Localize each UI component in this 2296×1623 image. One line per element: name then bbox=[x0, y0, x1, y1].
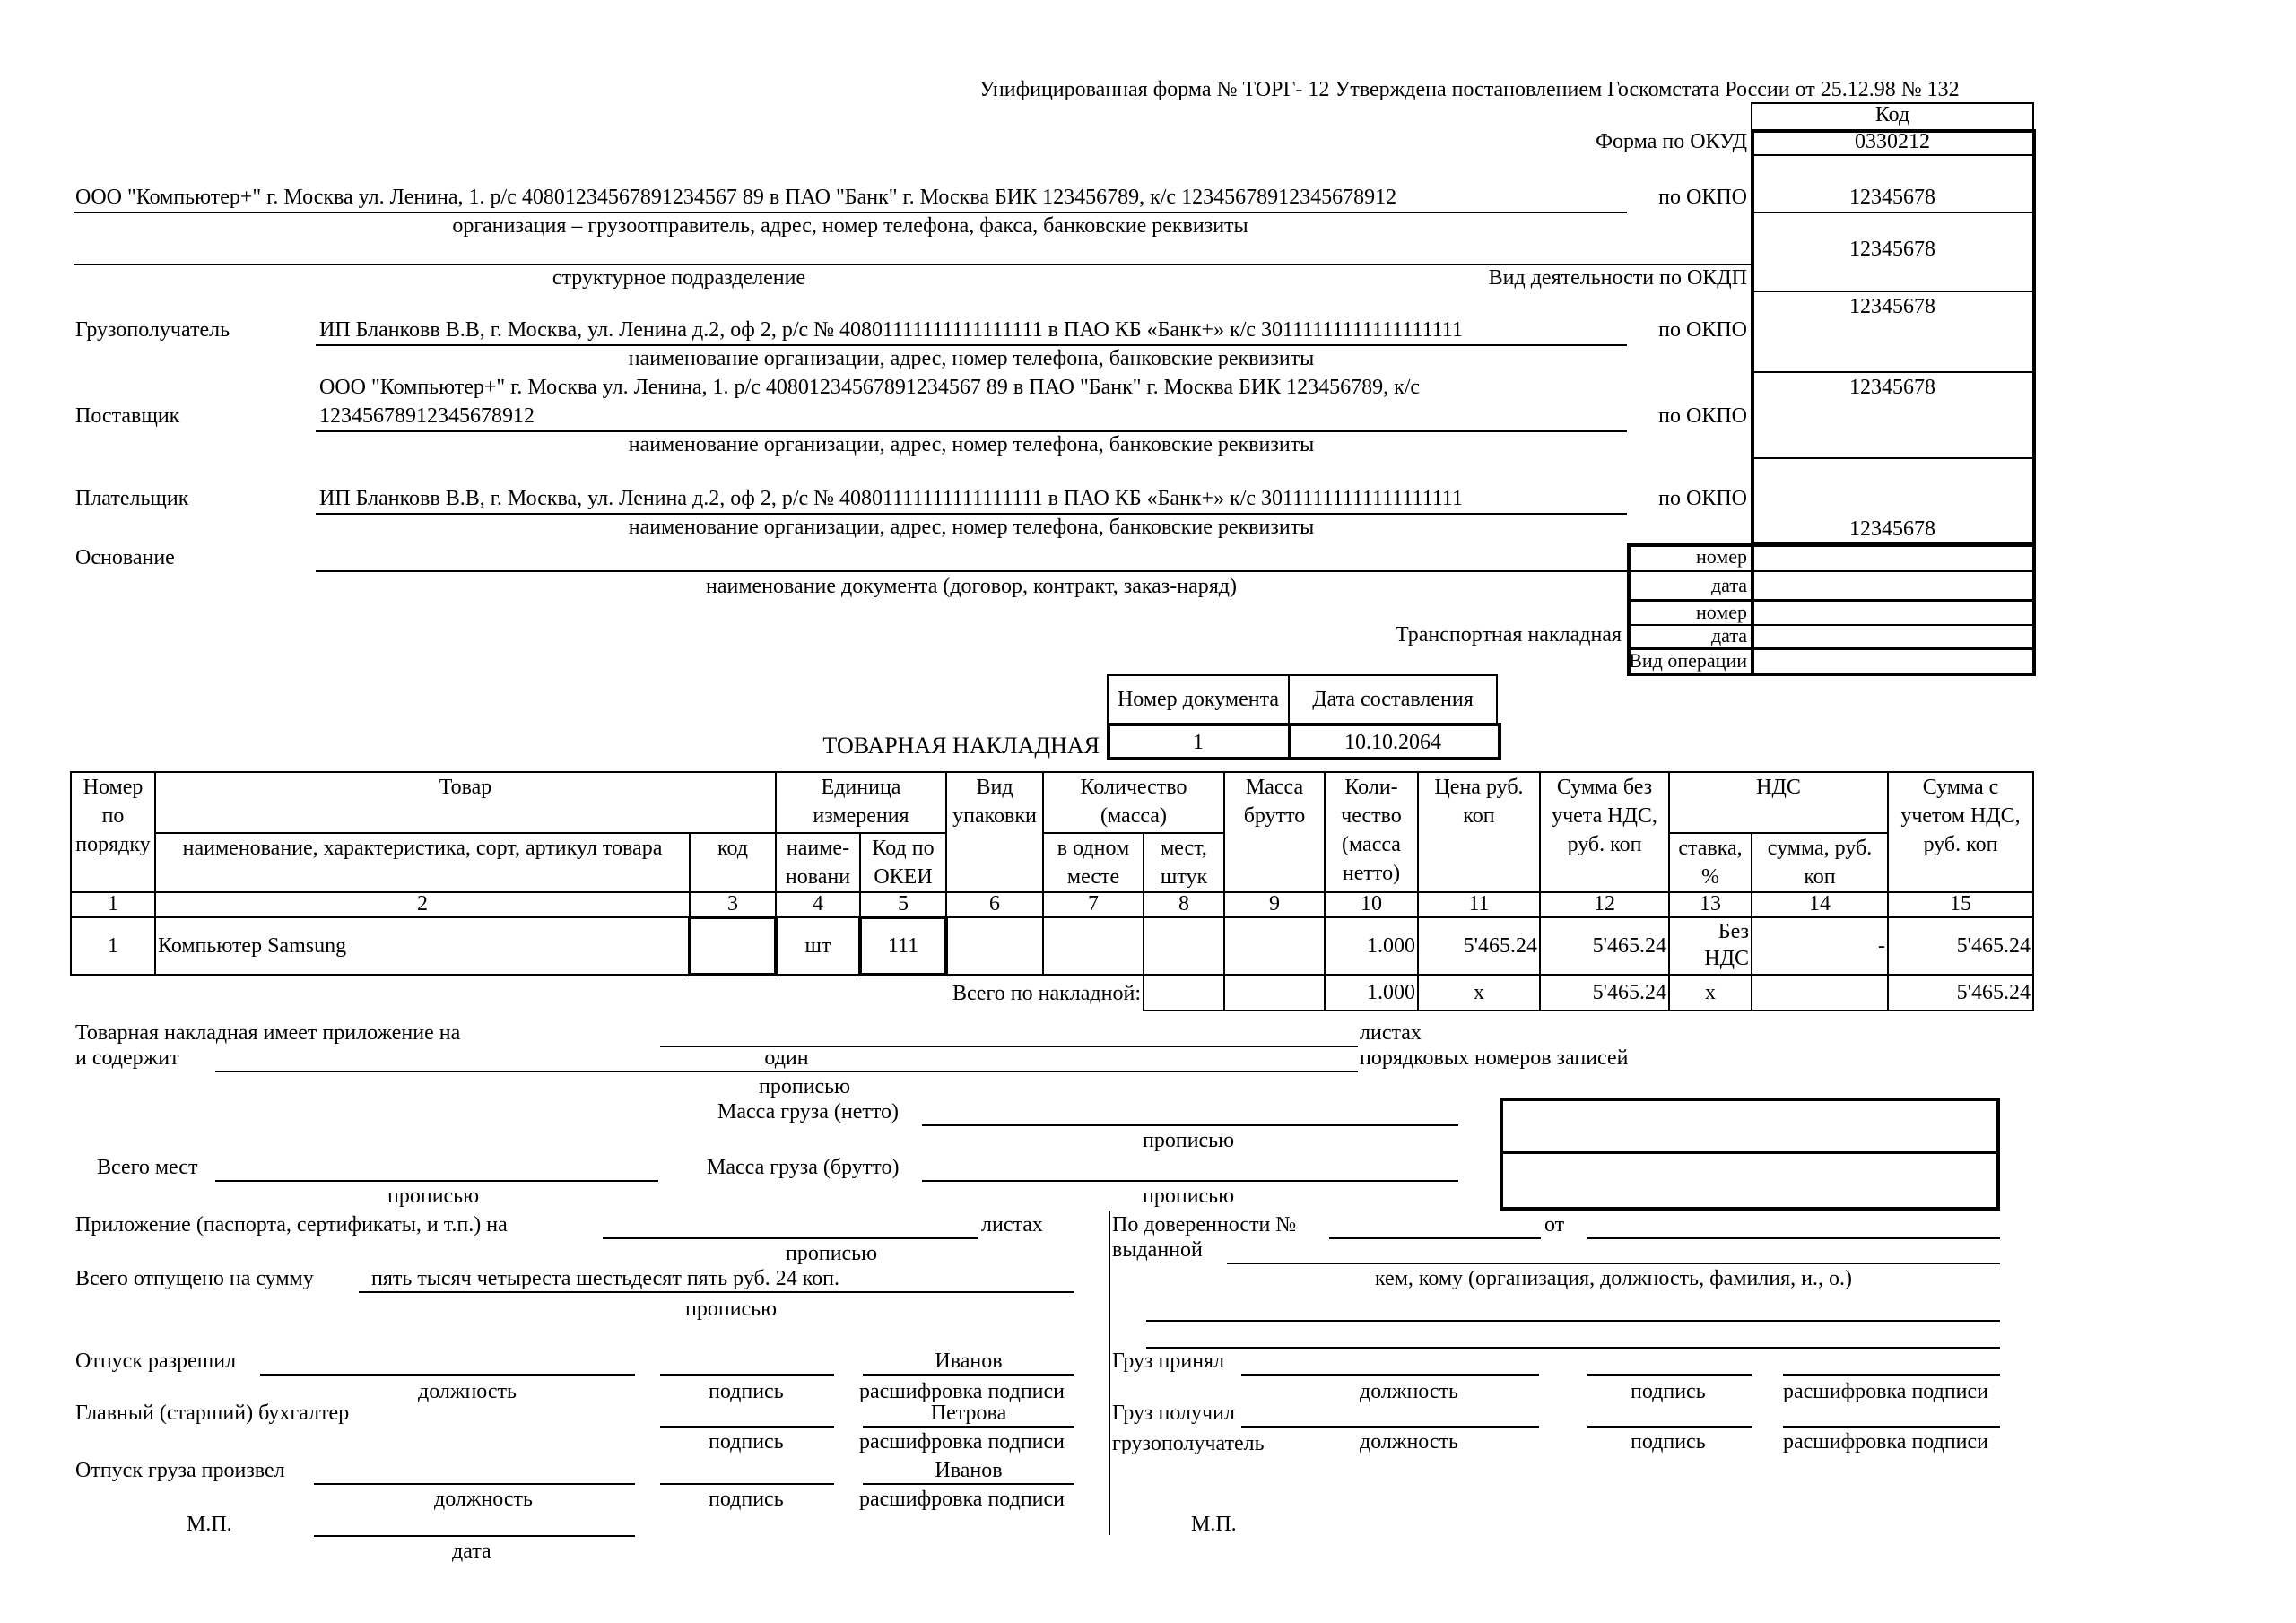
consignee-label: Грузополучатель bbox=[75, 318, 230, 342]
doc-number: 1 bbox=[1193, 731, 1204, 754]
total-sum-words: пять тысяч четыреста шестьдесят пять руб. 24 коп. bbox=[371, 1267, 839, 1290]
row-okei: 111 bbox=[860, 917, 946, 975]
attach-label: Приложение (паспорта, сертификаты, и т.п.) на bbox=[75, 1213, 508, 1237]
table-row bbox=[71, 917, 2033, 975]
col-number: 9 bbox=[1224, 892, 1325, 917]
row-pack bbox=[946, 917, 1043, 975]
sig-decode-1: расшифровка подписи bbox=[859, 1380, 1065, 1403]
col-number: 14 bbox=[1752, 892, 1888, 917]
h-goods-code: код bbox=[690, 833, 776, 892]
col-number: 13 bbox=[1669, 892, 1752, 917]
total-sum-novat: 5'465.24 bbox=[1540, 975, 1669, 1011]
supplier-text-1: ООО "Компьютер+" г. Москва ул. Ленина, 1. р/с 40801234567891234567 89 в ПАО "Банк" г. Москва БИК 123456789, к/с bbox=[319, 376, 1421, 399]
h-qty-one: в одном месте bbox=[1043, 833, 1144, 892]
sig-decode-3: расшифровка подписи bbox=[859, 1488, 1065, 1511]
code-header: Код bbox=[1874, 103, 1910, 126]
okpo-label-3: по ОКПО bbox=[1658, 404, 1747, 428]
accountant-name: Петрова bbox=[930, 1402, 1007, 1425]
date-caption: дата bbox=[452, 1540, 491, 1563]
row-num: 1 bbox=[71, 917, 155, 975]
consignee-word: грузополучатель bbox=[1112, 1432, 1265, 1455]
records-label: порядковых номеров записей bbox=[1360, 1046, 1629, 1070]
contains-value: один bbox=[764, 1046, 809, 1070]
shipper-text: ООО "Компьютер+" г. Москва ул. Ленина, 1. р/с 40801234567891234567 89 в ПАО "Банк" г. Москва БИК 123456789, к/с 12345678912345678912 bbox=[75, 186, 1397, 209]
sig-decode-r1: расшифровка подписи bbox=[1783, 1380, 1989, 1403]
supplier-label: Поставщик bbox=[75, 404, 180, 428]
position-r1: должность bbox=[1360, 1380, 1458, 1403]
h-vat-rate: ставка, % bbox=[1669, 833, 1752, 892]
doc-date: 10.10.2064 bbox=[1344, 731, 1441, 754]
h-unit-okei: Код по ОКЕИ bbox=[860, 833, 946, 892]
col-number: 15 bbox=[1888, 892, 2033, 917]
accountant-label: Главный (старший) бухгалтер bbox=[75, 1402, 350, 1425]
total-qty: 1.000 bbox=[1325, 975, 1418, 1011]
doc-num-header: Номер документа bbox=[1117, 688, 1280, 711]
column-numbers-row bbox=[71, 892, 2033, 917]
h-goods-name: наименование, характеристика, сорт, артикул товара bbox=[155, 833, 690, 892]
row-sum-novat: 5'465.24 bbox=[1540, 917, 1669, 975]
col-number: 7 bbox=[1043, 892, 1144, 917]
sig-decode-2: расшифровка подписи bbox=[859, 1430, 1065, 1454]
total-vat-sum bbox=[1752, 975, 1888, 1011]
h-unit: Единица измерения bbox=[776, 772, 946, 833]
row-code bbox=[690, 917, 776, 975]
signature-3: подпись bbox=[709, 1488, 784, 1511]
h-vat: НДС bbox=[1669, 772, 1888, 833]
weight-box bbox=[1500, 1098, 2000, 1211]
stamp-right: М.П. bbox=[1191, 1513, 1237, 1536]
in-words-4: прописью bbox=[1143, 1185, 1235, 1208]
total-label: Всего по накладной: bbox=[952, 982, 1141, 1005]
total-sum-vat: 5'465.24 bbox=[1888, 975, 2033, 1011]
total-gross bbox=[1224, 975, 1325, 1011]
row-vat-rate: Без НДС bbox=[1669, 917, 1752, 975]
col-number: 8 bbox=[1144, 892, 1224, 917]
row-qty-one bbox=[1043, 917, 1144, 975]
okud-label: Форма по ОКУД bbox=[1596, 130, 1747, 153]
consignee-text: ИП Бланковв В.В, г. Москва, ул. Ленина д.2, оф 2, р/с № 40801111111111111111 в ПАО КБ «Банк+» к/с 30111111111111111111 bbox=[319, 318, 1463, 342]
h-vat-sum: сумма, руб. коп bbox=[1752, 833, 1888, 892]
row-qty-places bbox=[1144, 917, 1224, 975]
total-x1: х bbox=[1418, 975, 1540, 1011]
position-3: должность bbox=[434, 1488, 533, 1511]
signature-2: подпись bbox=[709, 1430, 784, 1454]
proxy-from: от bbox=[1544, 1213, 1565, 1237]
in-words-6: прописью bbox=[685, 1298, 778, 1321]
release-done-label: Отпуск груза произвел bbox=[75, 1459, 285, 1482]
document-title: ТОВАРНАЯ НАКЛАДНАЯ bbox=[822, 733, 1100, 759]
supplier-text-2: 12345678912345678912 bbox=[319, 404, 535, 428]
sig-decode-r2: расшифровка подписи bbox=[1783, 1430, 1989, 1454]
transport-number-label: номер bbox=[1695, 601, 1747, 623]
stamp-left: М.П. bbox=[187, 1513, 232, 1536]
row-unit: шт bbox=[776, 917, 860, 975]
shipper-okpo: 12345678 bbox=[1849, 186, 1935, 209]
col-number: 4 bbox=[776, 892, 860, 917]
row-vat-sum: - bbox=[1752, 917, 1888, 975]
row-name: Компьютер Samsung bbox=[155, 917, 690, 975]
col-number: 11 bbox=[1418, 892, 1540, 917]
supplier-okpo: 12345678 bbox=[1849, 376, 1935, 399]
okud-value: 0330212 bbox=[1855, 130, 1930, 153]
payer-caption: наименование организации, адрес, номер телефона, банковские реквизиты bbox=[628, 516, 1315, 539]
issued-caption: кем, кому (организация, должность, фамилия, и., о.) bbox=[1374, 1267, 1853, 1290]
h-net: Коли-чество (масса нетто) bbox=[1325, 772, 1418, 892]
form-title: Унифицированная форма № ТОРГ- 12 Утверждена постановлением Госкомстата России от 25.12.98 № 132 bbox=[979, 78, 1960, 101]
basis-label: Основание bbox=[75, 546, 175, 569]
okdp-label: Вид деятельности по ОКДП bbox=[1488, 266, 1747, 290]
okpo-label-4: по ОКПО bbox=[1658, 487, 1747, 510]
in-words-2: прописью bbox=[1143, 1129, 1235, 1152]
h-pack: Вид упаковки bbox=[946, 772, 1043, 892]
col-number: 2 bbox=[155, 892, 690, 917]
shipper-caption: организация – грузоотправитель, адрес, номер телефона, факса, банковские реквизиты bbox=[452, 214, 1248, 238]
total-places bbox=[1144, 975, 1224, 1011]
total-row bbox=[71, 975, 2033, 1011]
release-allowed-label: Отпуск разрешил bbox=[75, 1350, 237, 1373]
goods-table bbox=[70, 771, 2034, 1011]
supplier-caption: наименование организации, адрес, номер телефона, банковские реквизиты bbox=[628, 433, 1315, 456]
h-unit-name: наиме-новани bbox=[776, 833, 860, 892]
contains-label: и содержит bbox=[75, 1046, 179, 1070]
row-sum-vat: 5'465.24 bbox=[1888, 917, 2033, 975]
row-gross bbox=[1224, 917, 1325, 975]
h-sum-vat: Сумма с учетом НДС, руб. коп bbox=[1888, 772, 2033, 892]
okdp-value: 12345678 bbox=[1849, 238, 1935, 261]
transport-label: Транспортная накладная bbox=[1396, 623, 1622, 647]
basis-number-label: номер bbox=[1695, 545, 1747, 568]
h-price: Цена руб. коп bbox=[1418, 772, 1540, 892]
proxy-label: По доверенности № bbox=[1112, 1213, 1297, 1237]
consignee-caption: наименование организации, адрес, номер телефона, банковские реквизиты bbox=[628, 347, 1315, 370]
h-qty-places: мест, штук bbox=[1144, 833, 1224, 892]
in-words-3: прописью bbox=[387, 1185, 480, 1208]
h-qty: Количество (масса) bbox=[1043, 772, 1224, 833]
col-number: 6 bbox=[946, 892, 1043, 917]
consignee-okpo: 12345678 bbox=[1849, 295, 1935, 318]
in-words-1: прописью bbox=[759, 1075, 851, 1098]
attach-sheets: листах bbox=[981, 1213, 1043, 1237]
position-1: должность bbox=[418, 1380, 517, 1403]
payer-text: ИП Бланковв В.В, г. Москва, ул. Ленина д.2, оф 2, р/с № 40801111111111111111 в ПАО КБ «Банк+» к/с 30111111111111111111 bbox=[319, 487, 1463, 510]
basis-date-label: дата bbox=[1710, 574, 1747, 596]
signature-r2: подпись bbox=[1631, 1430, 1706, 1454]
total-sum-label: Всего отпущено на сумму bbox=[75, 1267, 314, 1290]
issued-label: выданной bbox=[1112, 1238, 1203, 1262]
net-label: Масса груза (нетто) bbox=[718, 1100, 900, 1124]
places-label: Всего мест bbox=[97, 1156, 198, 1179]
gross-label: Масса груза (брутто) bbox=[707, 1156, 900, 1179]
row-qty: 1.000 bbox=[1325, 917, 1418, 975]
row-price: 5'465.24 bbox=[1418, 917, 1540, 975]
signature-1: подпись bbox=[709, 1380, 784, 1403]
col-number: 10 bbox=[1325, 892, 1418, 917]
h-goods: Товар bbox=[155, 772, 776, 833]
signature-r1: подпись bbox=[1631, 1380, 1706, 1403]
okpo-label-1: по ОКПО bbox=[1658, 186, 1747, 209]
appendix-sheets: листах bbox=[1360, 1021, 1422, 1045]
operation-label: Вид операции bbox=[1629, 649, 1747, 672]
payer-okpo: 12345678 bbox=[1849, 517, 1935, 541]
h-num: Номер по порядку bbox=[71, 772, 155, 892]
doc-date-header: Дата составления bbox=[1312, 688, 1474, 711]
release-allowed-name: Иванов bbox=[935, 1350, 1003, 1373]
cargo-accepted-label: Груз принял bbox=[1112, 1350, 1225, 1373]
col-number: 1 bbox=[71, 892, 155, 917]
transport-date-label: дата bbox=[1710, 624, 1747, 647]
in-words-5: прописью bbox=[786, 1242, 878, 1265]
release-done-name: Иванов bbox=[935, 1459, 1003, 1482]
payer-label: Плательщик bbox=[75, 487, 189, 510]
total-x2: х bbox=[1669, 975, 1752, 1011]
col-number: 5 bbox=[860, 892, 946, 917]
department-caption: структурное подразделение bbox=[552, 266, 806, 290]
cargo-received-label: Груз получил bbox=[1112, 1402, 1235, 1425]
appendix-label: Товарная накладная имеет приложение на bbox=[75, 1021, 461, 1045]
col-number: 3 bbox=[690, 892, 776, 917]
h-gross: Масса брутто bbox=[1224, 772, 1325, 892]
col-number: 12 bbox=[1540, 892, 1669, 917]
basis-caption: наименование документа (договор, контракт, заказ-наряд) bbox=[705, 575, 1238, 598]
position-r2: должность bbox=[1360, 1430, 1458, 1454]
h-sum-novat: Сумма без учета НДС, руб. коп bbox=[1540, 772, 1669, 892]
okpo-label-2: по ОКПО bbox=[1658, 318, 1747, 342]
